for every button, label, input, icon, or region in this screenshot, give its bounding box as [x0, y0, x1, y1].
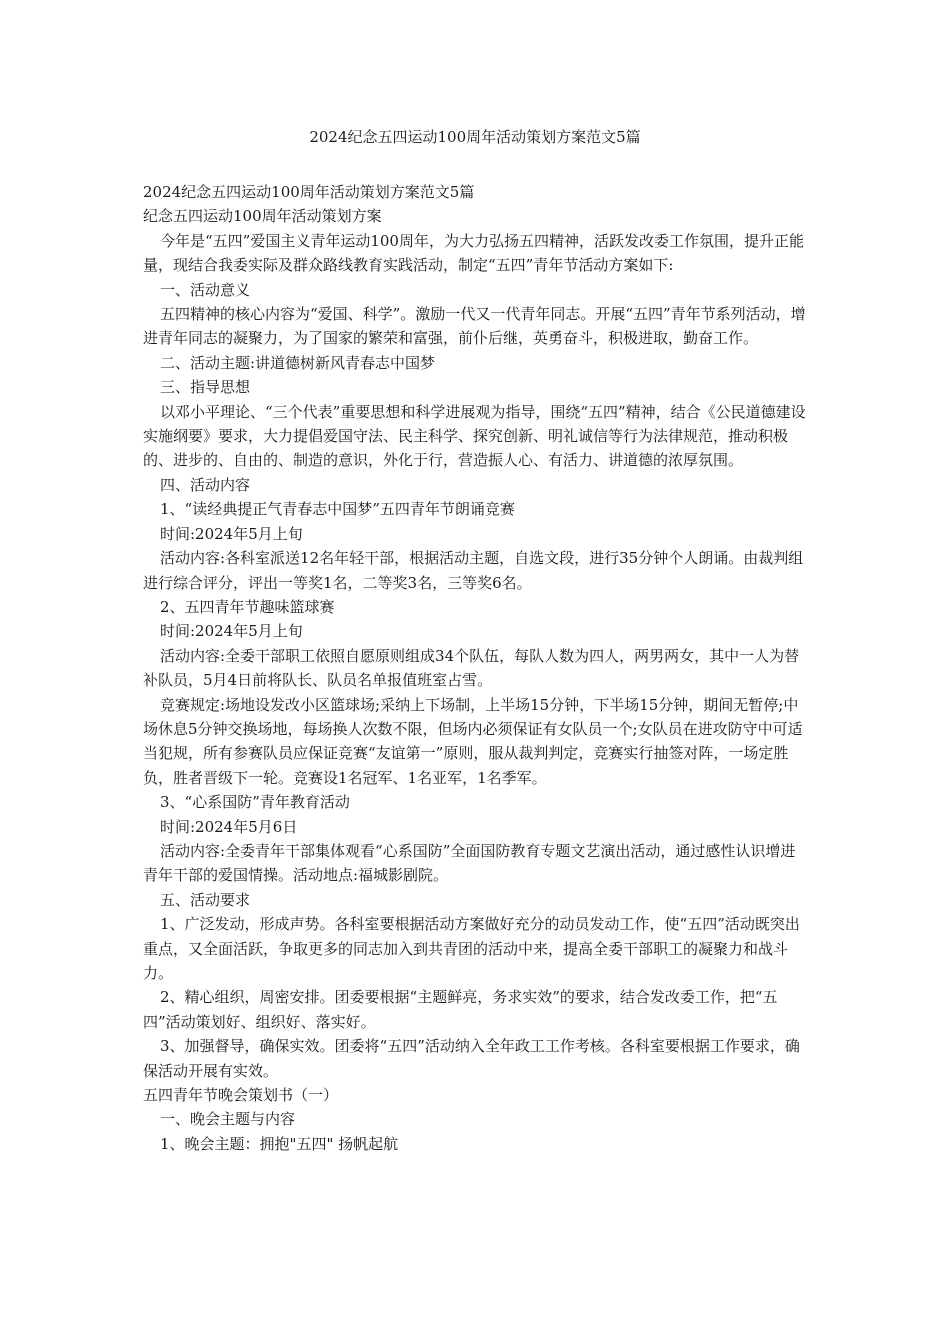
paragraph: 2024纪念五四运动100周年活动策划方案范文5篇	[143, 183, 475, 201]
document-body	[143, 180, 807, 1156]
paragraph: 今年是“五四”爱国主义青年运动100周年，为大力弘扬五四精神，活跃发改委工作氛围，提升正能量，现结合我委实际及群众路线教育实践活动，制定“五四”青年节活动方案如下:	[143, 231, 804, 275]
paragraph: 1、广泛发动，形成声势。各科室要根据活动方案做好充分的动员发动工作，使“五四”活动既突出重点，又全面活跃，争取更多的同志加入到共青团的活动中来，提高全委干部职工的凝聚力和战斗力。	[143, 915, 800, 982]
paragraph: 时间:2024年5月上旬	[160, 524, 303, 543]
paragraph: 1、“读经典提正气青春志中国梦”五四青年节朗诵竞赛	[160, 500, 515, 519]
paragraph: 五四精神的核心内容为“爱国、科学”。激励一代又一代青年同志。开展“五四”青年节系列活动，增进青年同志的凝聚力，为了国家的繁荣和富强，前仆后继，英勇奋斗，积极进取，勤奋工作。	[143, 305, 806, 348]
paragraph: 活动内容:全委青年干部集体观看“心系国防”全面国防教育专题文艺演出活动，通过感性认识增进青年干部的爱国情操。活动地点:福城影剧院。	[143, 841, 796, 885]
paragraph: 活动内容:全委干部职工依照自愿原则组成34个队伍，每队人数为四人，两男两女，其中一人为替补队员，5月4日前将队长、队员名单报值班室占雪。	[143, 646, 800, 690]
paragraph: 2、精心组织，周密安排。团委要根据“主题鲜亮，务求实效”的要求，结合发改委工作，把“五四”活动策划好、组织好、落实好。	[143, 988, 778, 1031]
paragraph: 活动内容:各科室派送12名年轻干部，根据活动主题，自选文段，进行35分钟个人朗诵。由裁判组进行综合评分，评出一等奖1名，二等奖3名，三等奖6名。	[143, 549, 804, 592]
paragraph: 三、指导思想	[160, 378, 251, 397]
paragraph: 时间:2024年5月6日	[160, 817, 298, 836]
paragraph: 3、“心系国防”青年教育活动	[160, 793, 350, 812]
paragraph: 一、晚会主题与内容	[160, 1110, 296, 1129]
paragraph: 1、晚会主题：拥抱"五四" 扬帆起航	[160, 1134, 399, 1153]
paragraph: 纪念五四运动100周年活动策划方案	[143, 207, 382, 226]
paragraph: 五四青年节晚会策划书（一）	[143, 1086, 339, 1105]
document-title: 2024纪念五四运动100周年活动策划方案范文5篇	[309, 128, 641, 146]
paragraph: 竞赛规定:场地设发改小区篮球场;采纳上下场制，上半场15分钟，下半场15分钟，期间无暂停;中场休息5分钟交换场地，每场换人次数不限，但场内必须保证有女队员一个;女队员在进攻防守中可适当犯规，所有参赛队员应保证竞赛“友谊第一”原则，服从裁判判定，竞赛实行抽签对阵，一场定胜负，胜者晋级下一轮。竞赛设1名冠军、1名亚军，1名季军。	[143, 695, 803, 787]
paragraph: 时间:2024年5月上旬	[160, 622, 303, 641]
paragraph: 四、活动内容	[160, 475, 251, 494]
paragraph: 二、活动主题:讲道德树新风青春志中国梦	[160, 353, 436, 372]
paragraph: 五、活动要求	[160, 890, 251, 909]
paragraph: 2、五四青年节趣味篮球赛	[160, 597, 335, 616]
paragraph: 3、加强督导，确保实效。团委将“五四”活动纳入全年政工工作考核。各科室要根据工作要求，确保活动开展有实效。	[143, 1037, 800, 1080]
paragraph: 一、活动意义	[160, 280, 251, 299]
paragraph: 以邓小平理论、“三个代表”重要思想和科学进展观为指导，围绕“五四”精神，结合《公民道德建设实施纲要》要求，大力提倡爱国守法、民主科学、探究创新、明礼诚信等行为法律规范，推动积极的、进步的、自由的、制造的意识，外化于行，营造振人心、有活力、讲道德的浓厚氛围。	[143, 402, 806, 470]
